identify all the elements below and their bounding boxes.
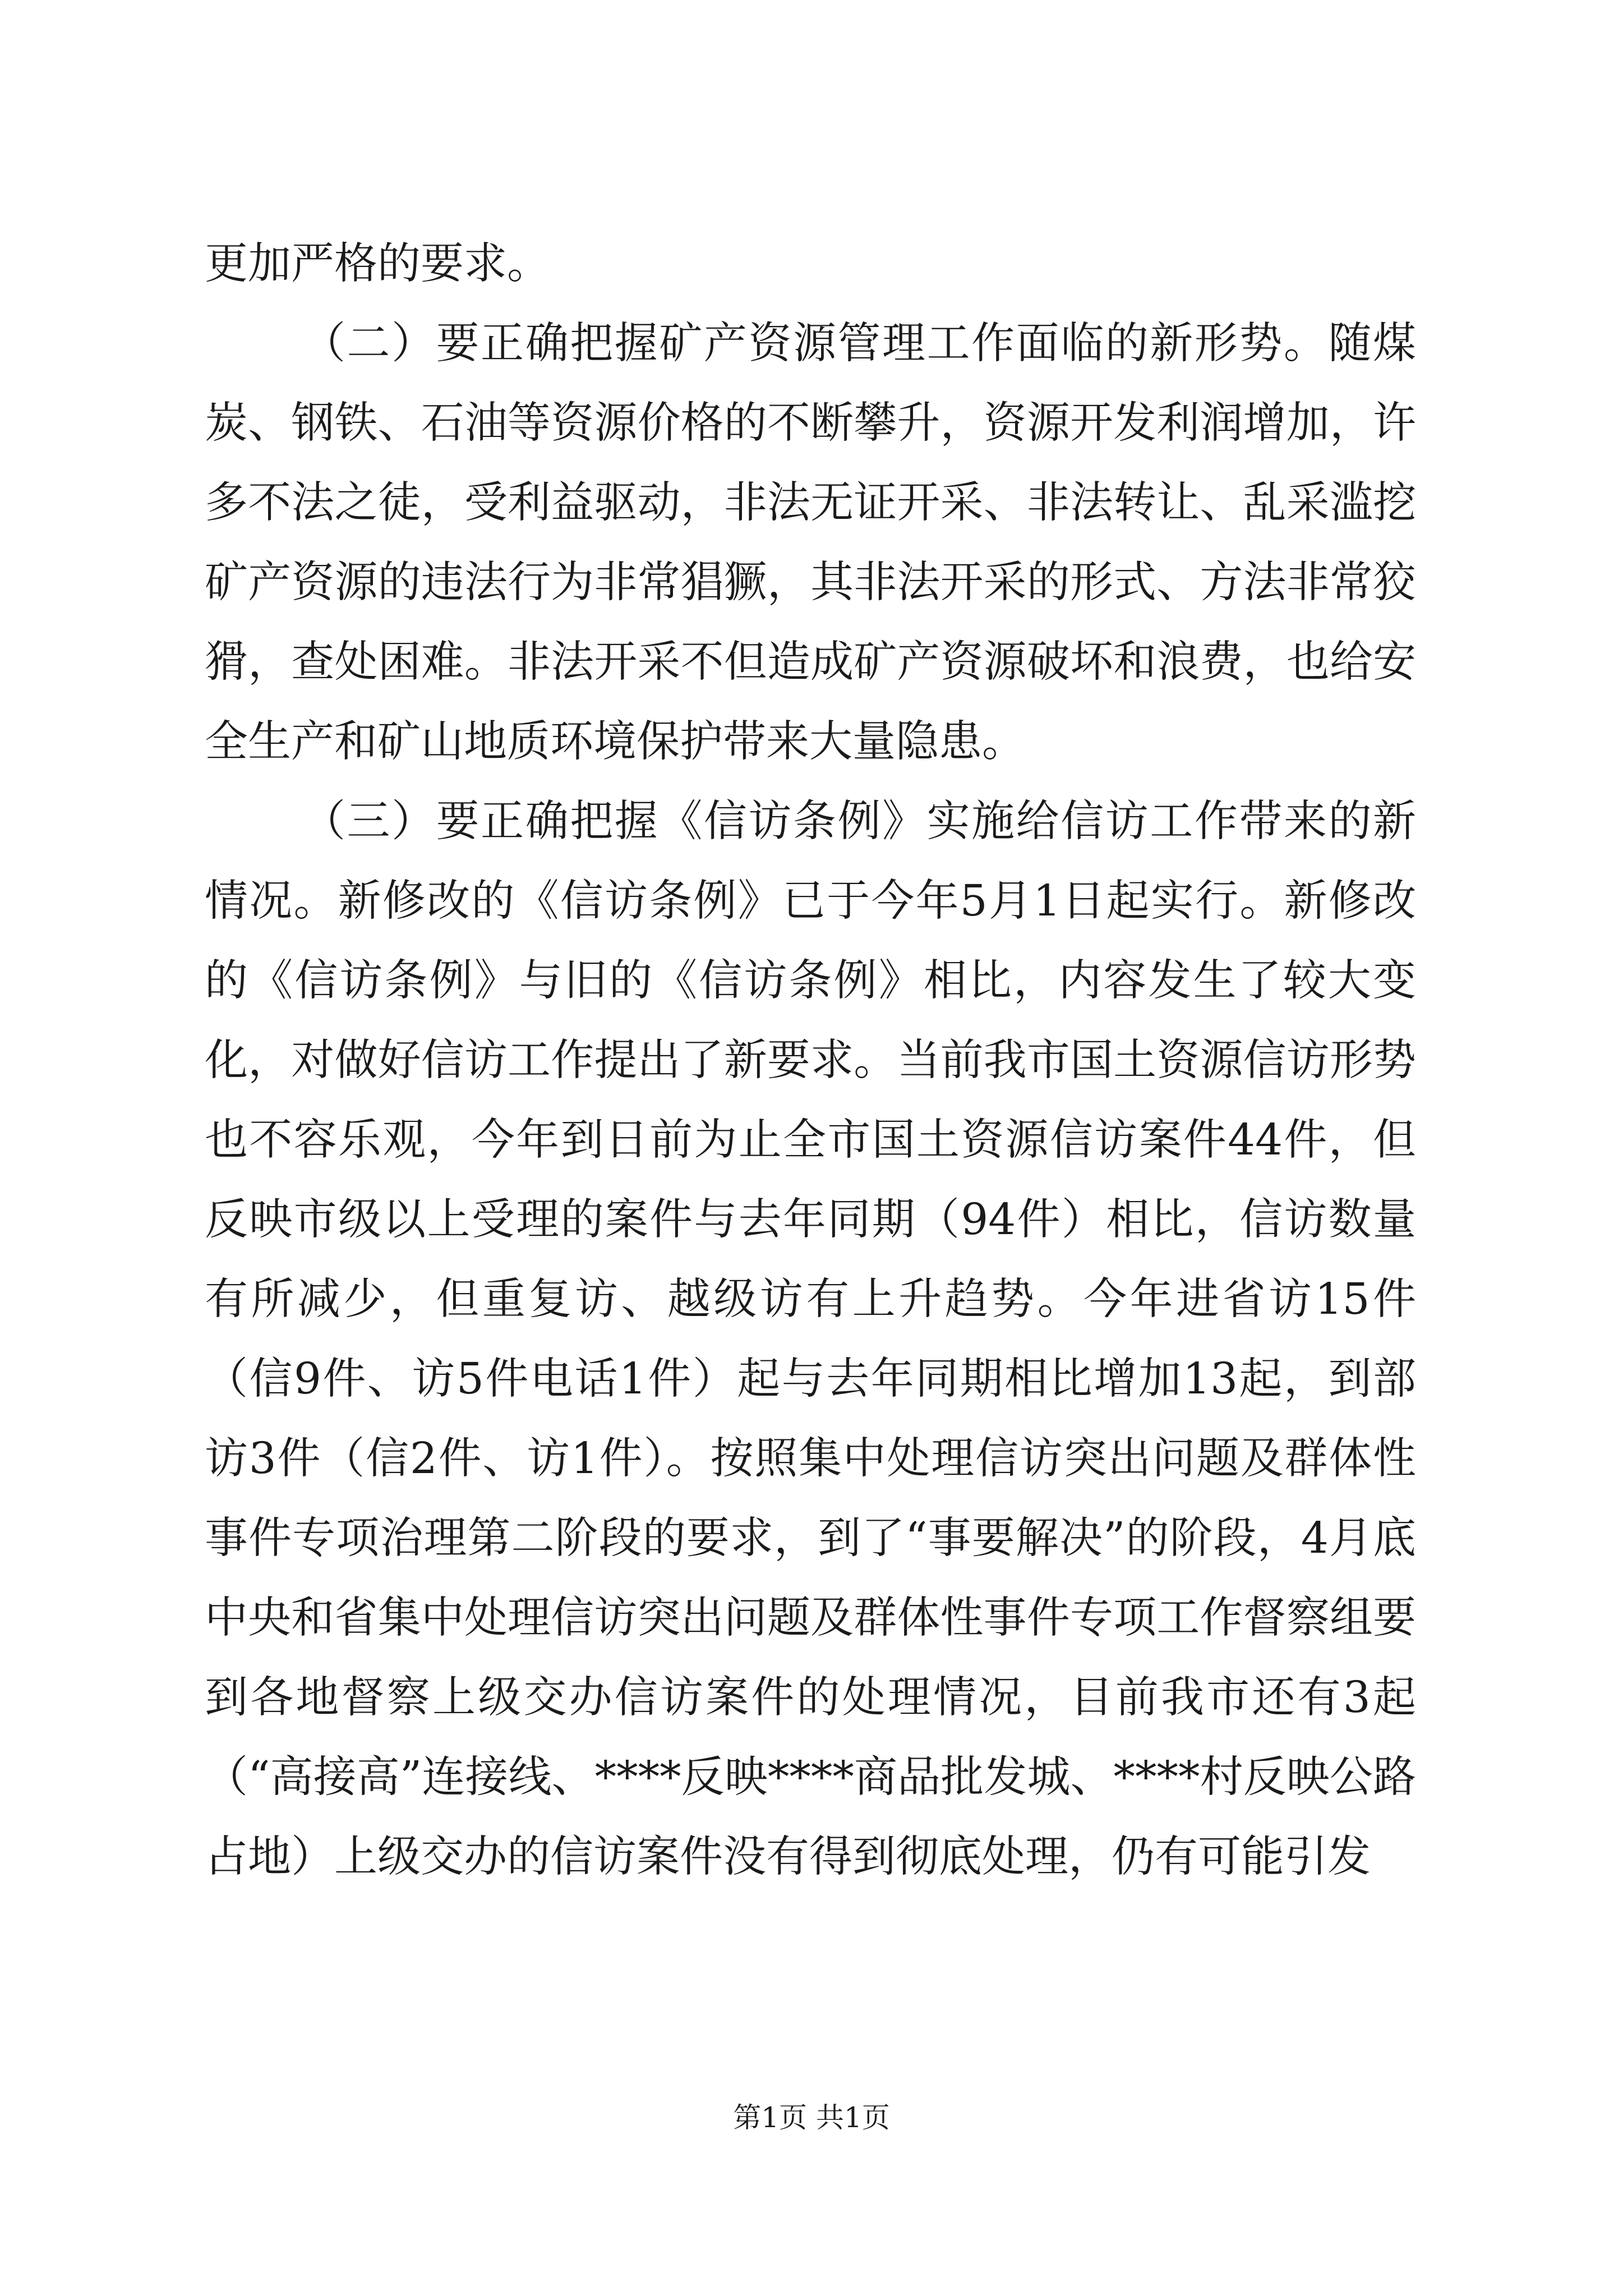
paragraph-mineral-resources: （二）要正确把握矿产资源管理工作面临的新形势。随煤炭、钢铁、石油等资源价格的不断攀升，资源开发利润增加，许多不法之徒，受利益驱动，非法无证开采、非法转让、乱采滥挖矿产资源的违法行为非常猖獗，其非法开采的形式、方法非常狡猾，查处困难。非法开采不但造成矿产资源破坏和浪费，也给安全生产和矿山地质环境保护带来大量隐患。 [205,319,1416,767]
paragraph-continuation: 更加严格的要求。 [205,239,550,289]
page-footer: 第1页 共1页 [733,2101,890,2134]
document-body [205,224,1416,1897]
paragraph-petition-regulations: （三）要正确把握《信访条例》实施给信访工作带来的新情况。新修改的《信访条例》已于今年5月1日起实行。新修改的《信访条例》与旧的《信访条例》相比，内容发生了较大变化，对做好信访工作提出了新要求。当前我市国土资源信访形势也不容乐观，今年到日前为止全市国土资源信访案件44件，但反映市级以上受理的案件与去年同期（94件）相比，信访数量有所减少，但重复访、越级访有上升趋势。今年进省访15件（信9件、访5件电话1件）起与去年同期相比增加13起，到部访3件（信2件、访1件）。按照集中处理信访突出问题及群体性事件专项治理第二阶段的要求，到了“事要解决”的阶段，4月底中央和省集中处理信访突出问题及群体性事件专项工作督察组要到各地督察上级交办信访案件的处理情况，目前我市还有3起（“高接高”连接线、****反映****商品批发城、****村反映公路占地）上级交办的信访案件没有得到彻底处理，仍有可能引发 [205,797,1416,1882]
